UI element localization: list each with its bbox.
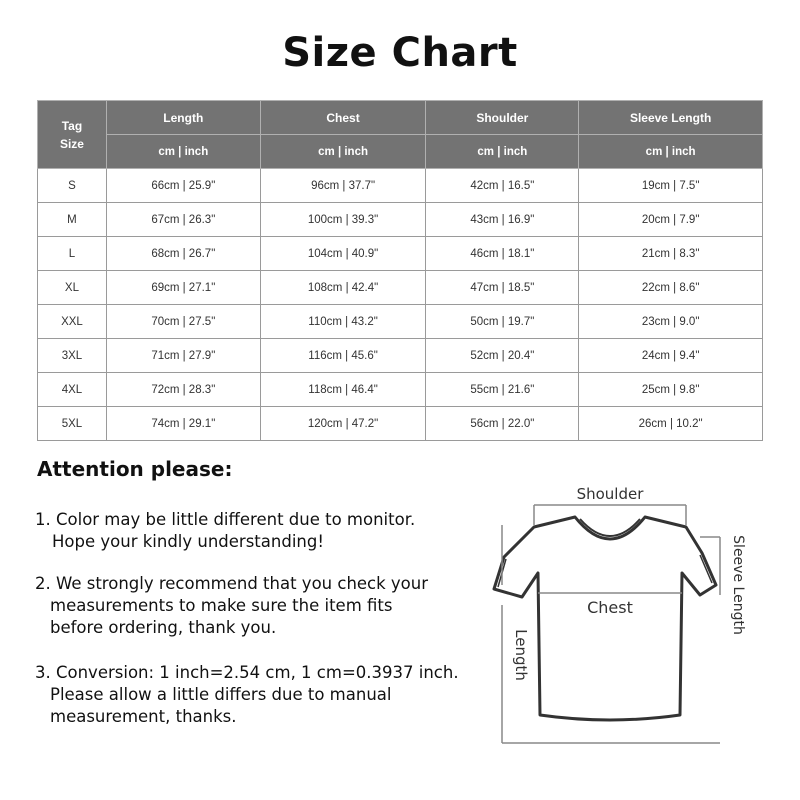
table-row <box>38 237 763 271</box>
column-header-length: Length <box>106 101 260 135</box>
sleeve-measure-line <box>700 537 720 595</box>
length-cell: 70cm | 27.5" <box>106 305 260 339</box>
tag-size-header <box>38 101 107 169</box>
table-row <box>38 271 763 305</box>
table-row <box>38 407 763 441</box>
sleeve-length-cell: 23cm | 9.0" <box>579 305 763 339</box>
length-cell: 74cm | 29.1" <box>106 407 260 441</box>
unit-header: cm | inch <box>426 135 579 169</box>
size-cell: S <box>38 169 107 203</box>
size-cell: M <box>38 203 107 237</box>
size-cell: 5XL <box>38 407 107 441</box>
size-cell: XL <box>38 271 107 305</box>
chest-cell: 118cm | 46.4" <box>260 373 426 407</box>
shoulder-cell: 55cm | 21.6" <box>426 373 579 407</box>
unit-header: cm | inch <box>579 135 763 169</box>
table-row <box>38 339 763 373</box>
shoulder-cell: 56cm | 22.0" <box>426 407 579 441</box>
column-header-shoulder: Shoulder <box>426 101 579 135</box>
length-cell: 68cm | 26.7" <box>106 237 260 271</box>
note-conversion-line-2: Please allow a little differs due to manual <box>50 685 392 704</box>
note-color-line-2: Hope your kindly understanding! <box>52 532 324 551</box>
unit-header: cm | inch <box>260 135 426 169</box>
size-table <box>37 100 763 441</box>
chest-cell: 120cm | 47.2" <box>260 407 426 441</box>
tshirt-diagram <box>490 475 760 755</box>
unit-header: cm | inch <box>106 135 260 169</box>
length-cell: 72cm | 28.3" <box>106 373 260 407</box>
sleeve-length-label: Sleeve Length <box>730 535 746 635</box>
table-row <box>38 373 763 407</box>
sleeve-length-cell: 22cm | 8.6" <box>579 271 763 305</box>
size-cell: L <box>38 237 107 271</box>
column-header-chest: Chest <box>260 101 426 135</box>
sleeve-length-cell: 24cm | 9.4" <box>579 339 763 373</box>
shoulder-cell: 46cm | 18.1" <box>426 237 579 271</box>
length-cell: 71cm | 27.9" <box>106 339 260 373</box>
length-cell: 69cm | 27.1" <box>106 271 260 305</box>
shoulder-cell: 47cm | 18.5" <box>426 271 579 305</box>
attention-heading: Attention please: <box>37 457 233 481</box>
chest-cell: 108cm | 42.4" <box>260 271 426 305</box>
chest-cell: 100cm | 39.3" <box>260 203 426 237</box>
table-row <box>38 305 763 339</box>
chest-cell: 116cm | 45.6" <box>260 339 426 373</box>
chest-cell: 96cm | 37.7" <box>260 169 426 203</box>
chest-label: Chest <box>587 598 633 617</box>
shoulder-cell: 43cm | 16.9" <box>426 203 579 237</box>
size-cell: 3XL <box>38 339 107 373</box>
length-cell: 67cm | 26.3" <box>106 203 260 237</box>
chest-cell: 104cm | 40.9" <box>260 237 426 271</box>
sleeve-length-cell: 21cm | 8.3" <box>579 237 763 271</box>
shoulder-cell: 42cm | 16.5" <box>426 169 579 203</box>
measurement-diagram <box>490 475 760 755</box>
note-conversion-line-1: 3. Conversion: 1 inch=2.54 cm, 1 cm=0.3937 inch. <box>35 663 459 682</box>
tshirt-outline <box>494 517 716 720</box>
sleeve-length-cell: 20cm | 7.9" <box>579 203 763 237</box>
note-conversion-line-3: measurement, thanks. <box>50 707 237 726</box>
tag-label: Tag <box>61 118 83 133</box>
shoulder-cell: 52cm | 20.4" <box>426 339 579 373</box>
note-color-line-1: 1. Color may be little different due to monitor. <box>35 510 416 529</box>
length-label: Length <box>512 629 530 681</box>
page-title: Size Chart <box>282 30 518 76</box>
chest-cell: 110cm | 43.2" <box>260 305 426 339</box>
shoulder-label: Shoulder <box>576 485 644 503</box>
shoulder-cell: 50cm | 19.7" <box>426 305 579 339</box>
sleeve-length-cell: 19cm | 7.5" <box>579 169 763 203</box>
sleeve-length-cell: 25cm | 9.8" <box>579 373 763 407</box>
size-label: Size <box>59 136 84 151</box>
size-cell: XXL <box>38 305 107 339</box>
length-measure-line <box>502 525 720 743</box>
note-conversion <box>35 662 475 728</box>
table-row <box>38 203 763 237</box>
size-cell: 4XL <box>38 373 107 407</box>
table-row <box>38 169 763 203</box>
sleeve-length-cell: 26cm | 10.2" <box>579 407 763 441</box>
note-color <box>35 509 475 553</box>
note-measurements-line-1: 2. We strongly recommend that you check your <box>35 574 429 593</box>
note-measurements <box>35 573 475 639</box>
note-measurements-line-3: before ordering, thank you. <box>50 618 277 637</box>
note-measurements-line-2: measurements to make sure the item fits <box>50 596 393 615</box>
column-header-sleeve-length: Sleeve Length <box>579 101 763 135</box>
length-cell: 66cm | 25.9" <box>106 169 260 203</box>
